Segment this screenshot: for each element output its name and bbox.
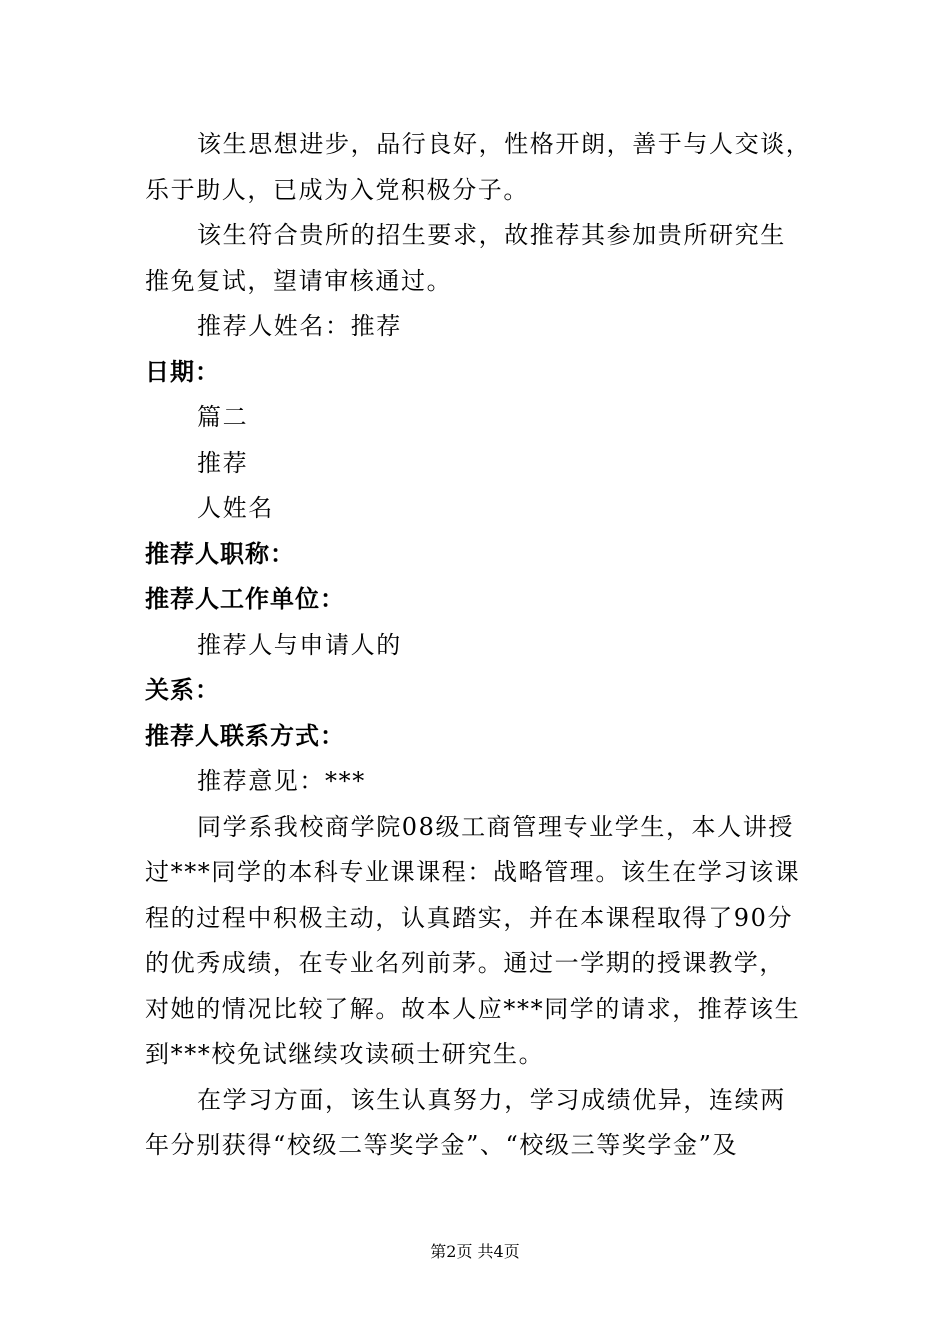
field-heading-date: 日期： xyxy=(145,357,220,386)
text-line: 推荐人姓名：推荐 xyxy=(197,312,402,340)
field-heading-relation: 关系： xyxy=(145,676,220,704)
text-line: 乐于助人，已成为入党积极分子。 xyxy=(145,175,529,204)
text-line: 程的过程中积极主动，认真踏实，并在本课程取得了90分 xyxy=(145,903,794,932)
field-heading-contact: 推荐人联系方式： xyxy=(145,721,345,750)
field-heading-workplace: 推荐人工作单位： xyxy=(145,585,345,613)
text-line: 人姓名 xyxy=(197,494,274,522)
document-body xyxy=(145,122,815,1169)
field-heading-title: 推荐人职称： xyxy=(145,539,295,568)
text-line: 推免复试，望请审核通过。 xyxy=(145,266,453,295)
text-line: 该生思想进步，品行良好，性格开朗，善于与人交谈， xyxy=(197,130,812,158)
text-line: 同学系我校商学院08级工商管理专业学生，本人讲授 xyxy=(197,812,794,841)
text-line: 推荐 xyxy=(197,448,249,477)
section-heading: 篇二 xyxy=(197,403,249,431)
text-line: 对她的情况比较了解。故本人应***同学的请求，推荐该生 xyxy=(145,994,801,1023)
text-line: 的优秀成绩，在专业名列前茅。通过一学期的授课教学， xyxy=(145,949,785,977)
text-line: 到***校免试继续攻读硕士研究生。 xyxy=(145,1040,545,1068)
text-line: 在学习方面，该生认真努力，学习成绩优异，连续两 xyxy=(197,1085,786,1114)
text-line: 过***同学的本科专业课课程：战略管理。该生在学习该课 xyxy=(145,858,801,886)
page-number-footer: 第2页 共4页 xyxy=(430,1242,520,1261)
text-line: 该生符合贵所的招生要求，故推荐其参加贵所研究生 xyxy=(197,221,786,249)
text-line: 推荐意见：*** xyxy=(197,767,366,795)
text-line: 推荐人与申请人的 xyxy=(197,630,402,659)
text-line: 年分别获得“校级二等奖学金”、“校级三等奖学金”及 xyxy=(145,1131,739,1159)
